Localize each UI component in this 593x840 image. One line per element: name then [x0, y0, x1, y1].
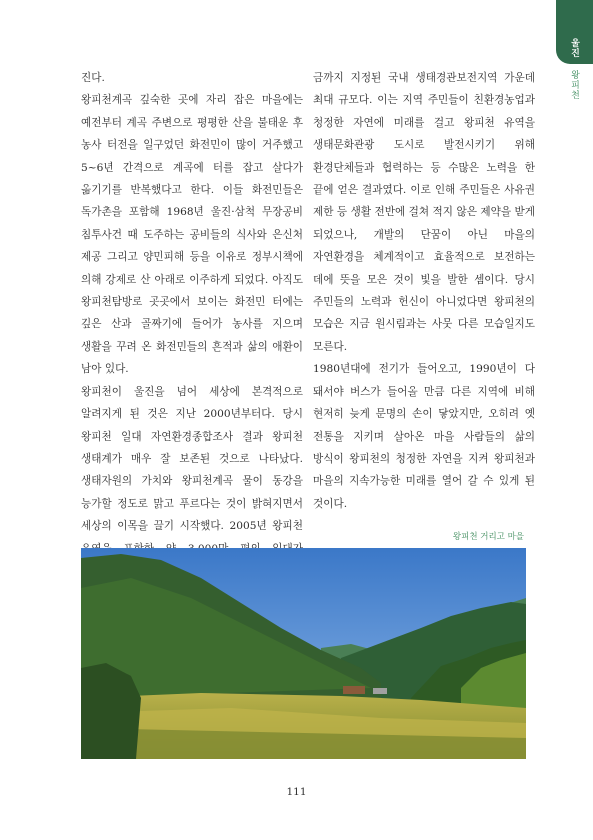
right-text-column — [313, 67, 535, 515]
photo-caption: 왕피천 거리고 마을 — [452, 532, 524, 542]
left-text-column — [81, 67, 303, 582]
paragraph: 왕피천이 울진을 넘어 세상에 본격적으로 알려지게 된 것은 지난 2000년부터다. 당시 왕피천 일대 자연환경종합조사 결과 왕피천 생태계가 매우 잘 보존된 것으로 나타났다. 생태자원의 가치와 왕피천계곡 물이 동강을 능가할 정도로 맑고 푸르다는 것이 밝혀지면서 세상의 이목을 끌기 시작했다. 2005년 왕피천 — [81, 385, 303, 533]
page-number: 111 — [286, 786, 307, 798]
region-tab — [556, 0, 593, 64]
paragraph: 1980년대에 전기가 들어오고, 1990년이 다 돼서야 버스가 들어올 만큼 다른 지역에 비해 현저히 늦게 문명의 손이 닿았지만, 오히려 옛 전통을 지키며 살아온 마을 사람들의 삶의 방식이 왕피천의 청정한 자연을 지켜 왕피천과 마을의 지속가능한 미래를 열어 갈 수 있게 된 것이다. — [313, 363, 535, 510]
chapter-side-tab — [556, 0, 593, 124]
paragraph: 진다. — [81, 72, 105, 84]
village-landscape-photo — [81, 548, 526, 759]
chapter-label: 왕피천 — [569, 70, 579, 100]
paragraph: 왕피천계곡 깊숙한 곳에 자리 잡은 마을에는 예전부터 계곡 주변으로 평평한 산을 불태운 후 농사 터전을 일구었던 화전민이 많이 거주했고 5~6년 간격으로 계곡에 터를 잡고 살다가 옮기기를 반복했다고 한다. 이들 화전민들은 독가촌을 포함해 1968년 울진·삼척 무장공비 침투사건 때 도주하는 공비들의 식사와 은신처 제공 그리고 양민피해 등을 이유로 정부시책에 의해 강제로 산 아래로 이주하게 되었다. 아직도 왕피천탐방로 곳곳에서 보이는 화전민 터에는 깊은 산과 골짜기에 들어가 농사를 지으며 생활을 꾸려 온 화전민들의 흔적과 삶의 애환이 남아 있다. — [81, 94, 303, 376]
region-label: 울진 — [569, 38, 579, 58]
paragraph: 금까지 지정된 국내 생태경관보전지역 가운데 최대 규모다. 이는 지역 주민들이 친환경농업과 청정한 자연에 미래를 걸고 왕피천 유역을 생태문화관광 도시로 발전시키기 위해 환경단체들과 협력하는 등 수많은 노력을 한 끝에 얻은 결과였다. 이로 인해 주민들은 사유권 제한 등 생활 전반에 걸쳐 적지 않은 제약을 받게 되었으나, 개발의 단꿈이 아닌 마을의 자연환경을 체계적이고 효율적으로 보전하는 데에 뜻을 모은 것이 빛을 발한 셈이다. 당시 주민들의 노력과 헌신이 아니었다면 왕피천의 모습은 지금 원시림과는 사뭇 다른 모습일지도 모른다. — [313, 72, 535, 353]
